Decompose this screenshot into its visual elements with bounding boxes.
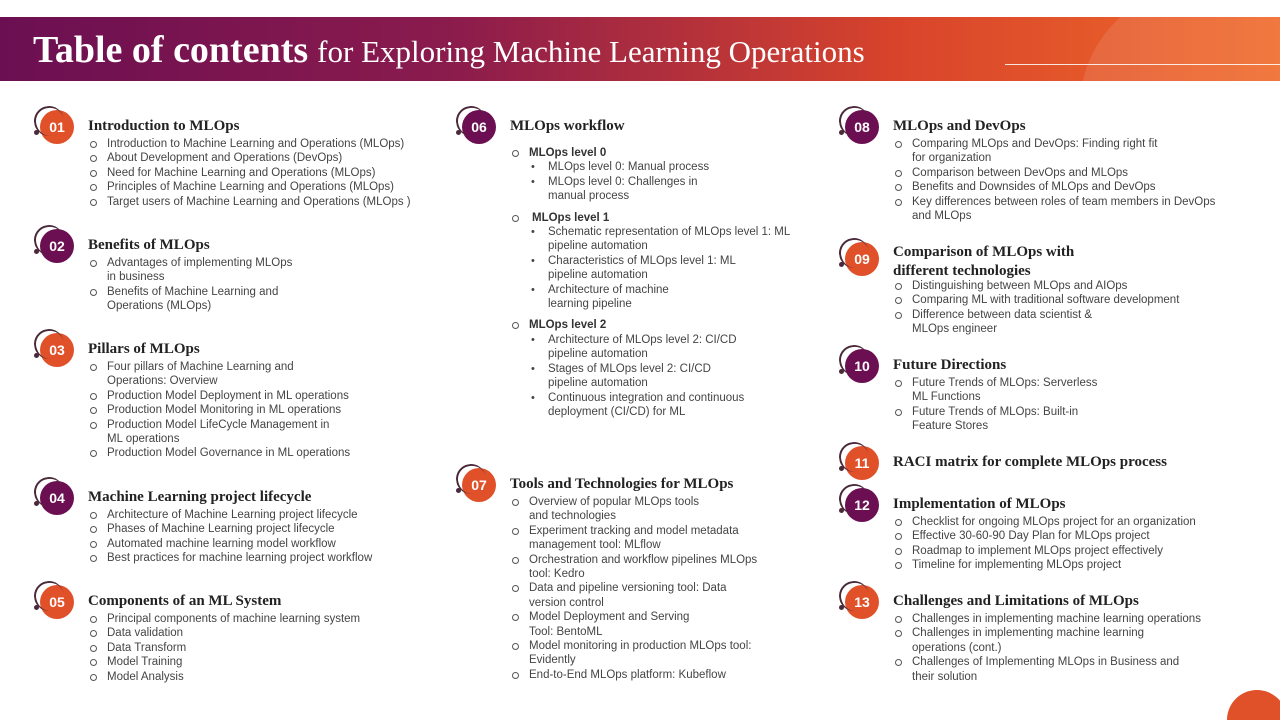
list-item: Challenges in implementing machine learning operations (cont.) [893, 626, 1201, 655]
list-item: Comparison between DevOps and MLOps [893, 166, 1215, 180]
section-title[interactable]: RACI matrix for complete MLOps process [893, 454, 1167, 470]
list-item: Checklist for ongoing MLOps project for an organization [893, 515, 1196, 529]
section-title[interactable] [893, 243, 1074, 281]
list-item: Challenges of Implementing MLOps in Business and their solution [893, 655, 1201, 684]
list-item: Benefits of Machine Learning and Operations (MLOps) [88, 285, 292, 314]
list-item: Model Analysis [88, 670, 360, 684]
page-title [33, 27, 865, 75]
section-07[interactable] [462, 468, 822, 688]
section-items [510, 495, 757, 682]
level-items [529, 225, 820, 311]
list-item: Overview of popular MLOps tools and technologies [510, 495, 757, 524]
section-title[interactable]: Components of an ML System [88, 593, 282, 609]
section-title[interactable]: Machine Learning project lifecycle [88, 489, 312, 505]
list-item: Target users of Machine Learning and Operations (MLOps ) [88, 195, 411, 209]
section-title[interactable]: Tools and Technologies for MLOps [510, 476, 734, 492]
section-10[interactable] [845, 349, 1265, 439]
list-item: Introduction to Machine Learning and Operations (MLOps) [88, 137, 411, 151]
list-item: Architecture of Machine Learning project lifecycle [88, 508, 372, 522]
section-title[interactable]: MLOps and DevOps [893, 118, 1026, 134]
list-item: Timeline for implementing MLOps project [893, 558, 1196, 572]
section-06[interactable] [462, 110, 822, 430]
section-number-badge: 04 [40, 481, 74, 515]
section-13[interactable] [845, 585, 1265, 685]
list-item: Model monitoring in production MLOps tool: Evidently [510, 639, 757, 668]
section-01[interactable] [40, 110, 440, 210]
list-item: Production Model Deployment in ML operations [88, 389, 350, 403]
list-item: • Architecture of machine learning pipeline [529, 283, 820, 312]
list-item: Distinguishing between MLOps and AIOps [893, 279, 1179, 293]
list-item: • MLOps level 0: Manual process [529, 160, 820, 174]
section-number-badge: 10 [845, 349, 879, 383]
section-title[interactable]: Introduction to MLOps [88, 118, 240, 134]
section-11[interactable] [845, 446, 1265, 482]
section-number-badge: 03 [40, 333, 74, 367]
section-number-badge: 13 [845, 585, 879, 619]
list-item: Production Model Governance in ML operations [88, 446, 350, 460]
section-number-badge: 11 [845, 446, 879, 480]
list-item: Roadmap to implement MLOps project effectively [893, 544, 1196, 558]
section-items [893, 376, 1097, 434]
section-items [88, 256, 292, 314]
section-number-badge: 08 [845, 110, 879, 144]
section-title-line1: Comparison of MLOps with [893, 244, 1075, 260]
list-item: • Schematic representation of MLOps level 1: ML pipeline automation [529, 225, 820, 254]
section-title[interactable]: Pillars of MLOps [88, 341, 200, 357]
list-item: Model Deployment and Serving Tool: BentoML [510, 610, 757, 639]
list-item: • MLOps level 0: Challenges in manual process [529, 175, 820, 204]
section-title[interactable]: Future Directions [893, 357, 1007, 373]
list-item: Key differences between roles of team members in DevOps and MLOps [893, 195, 1215, 224]
list-item: Orchestration and workflow pipelines MLOps tool: Kedro [510, 553, 757, 582]
section-number-badge: 05 [40, 585, 74, 619]
corner-circle-decoration [1227, 690, 1280, 720]
section-items [88, 612, 360, 684]
section-items [88, 137, 411, 209]
section-number-badge: 07 [462, 468, 496, 502]
section-12[interactable] [845, 488, 1265, 578]
banner-circle-decoration [1080, 17, 1280, 81]
list-item: End-to-End MLOps platform: Kubeflow [510, 668, 757, 682]
list-item: Production Model LifeCycle Management in ML operations [88, 418, 350, 447]
list-item: • Stages of MLOps level 2: CI/CD pipeline automation [529, 362, 820, 391]
page-title-bold: Table of contents [33, 29, 309, 71]
section-items [88, 360, 350, 461]
level-heading: MLOps level 1 [510, 211, 820, 225]
section-title[interactable]: MLOps workflow [510, 118, 625, 134]
list-item: Principles of Machine Learning and Operations (MLOps) [88, 180, 411, 194]
list-item: Data validation [88, 626, 360, 640]
list-item: Data Transform [88, 641, 360, 655]
section-items [893, 279, 1179, 337]
section-02[interactable] [40, 229, 440, 319]
section-items [893, 515, 1196, 573]
list-item: Comparing ML with traditional software development [893, 293, 1179, 307]
list-item: Data and pipeline versioning tool: Data version control [510, 581, 757, 610]
list-item: Difference between data scientist & MLOps engineer [893, 308, 1179, 337]
list-item: • Continuous integration and continuous deployment (CI/CD) for ML [529, 391, 820, 420]
section-title-line2: different technologies [893, 263, 1031, 279]
level-heading: MLOps level 0 [510, 146, 820, 160]
section-number-badge: 06 [462, 110, 496, 144]
section-title[interactable]: Implementation of MLOps [893, 496, 1066, 512]
section-03[interactable] [40, 333, 440, 463]
section-items [88, 508, 372, 566]
level-items [529, 333, 820, 419]
banner-line-decoration [1005, 64, 1280, 65]
list-item: Phases of Machine Learning project lifecycle [88, 522, 372, 536]
section-number-badge: 02 [40, 229, 74, 263]
list-item: Best practices for machine learning project workflow [88, 551, 372, 565]
list-item: Four pillars of Machine Learning and Operations: Overview [88, 360, 350, 389]
list-item: Automated machine learning model workflow [88, 537, 372, 551]
section-number-badge: 09 [845, 242, 879, 276]
level-heading: MLOps level 2 [510, 318, 820, 332]
list-item: Comparing MLOps and DevOps: Finding right fit for organization [893, 137, 1215, 166]
list-item: • Architecture of MLOps level 2: CI/CD pipeline automation [529, 333, 820, 362]
section-items [893, 612, 1201, 684]
list-item: Need for Machine Learning and Operations (MLOps) [88, 166, 411, 180]
section-items [893, 137, 1215, 223]
section-09[interactable] [845, 242, 1265, 342]
list-item: Future Trends of MLOps: Built-in Feature Stores [893, 405, 1097, 434]
list-item: Experiment tracking and model metadata management tool: MLflow [510, 524, 757, 553]
workflow-levels [510, 146, 820, 419]
section-title[interactable]: Benefits of MLOps [88, 237, 210, 253]
section-04[interactable] [40, 481, 440, 571]
level-items [529, 160, 820, 203]
list-item: Model Training [88, 655, 360, 669]
list-item: Future Trends of MLOps: Serverless ML Functions [893, 376, 1097, 405]
section-number-badge: 12 [845, 488, 879, 522]
section-title[interactable]: Challenges and Limitations of MLOps [893, 593, 1139, 609]
page-title-rest: for Exploring Machine Learning Operations [317, 34, 865, 69]
list-item: About Development and Operations (DevOps) [88, 151, 411, 165]
section-05[interactable] [40, 585, 440, 685]
list-item: Challenges in implementing machine learning operations [893, 612, 1201, 626]
list-item: Benefits and Downsides of MLOps and DevOps [893, 180, 1215, 194]
list-item: Advantages of implementing MLOps in business [88, 256, 292, 285]
list-item: Effective 30-60-90 Day Plan for MLOps project [893, 529, 1196, 543]
list-item: Principal components of machine learning system [88, 612, 360, 626]
section-08[interactable] [845, 110, 1265, 230]
list-item: Production Model Monitoring in ML operations [88, 403, 350, 417]
section-number-badge: 01 [40, 110, 74, 144]
list-item: • Characteristics of MLOps level 1: ML pipeline automation [529, 254, 820, 283]
